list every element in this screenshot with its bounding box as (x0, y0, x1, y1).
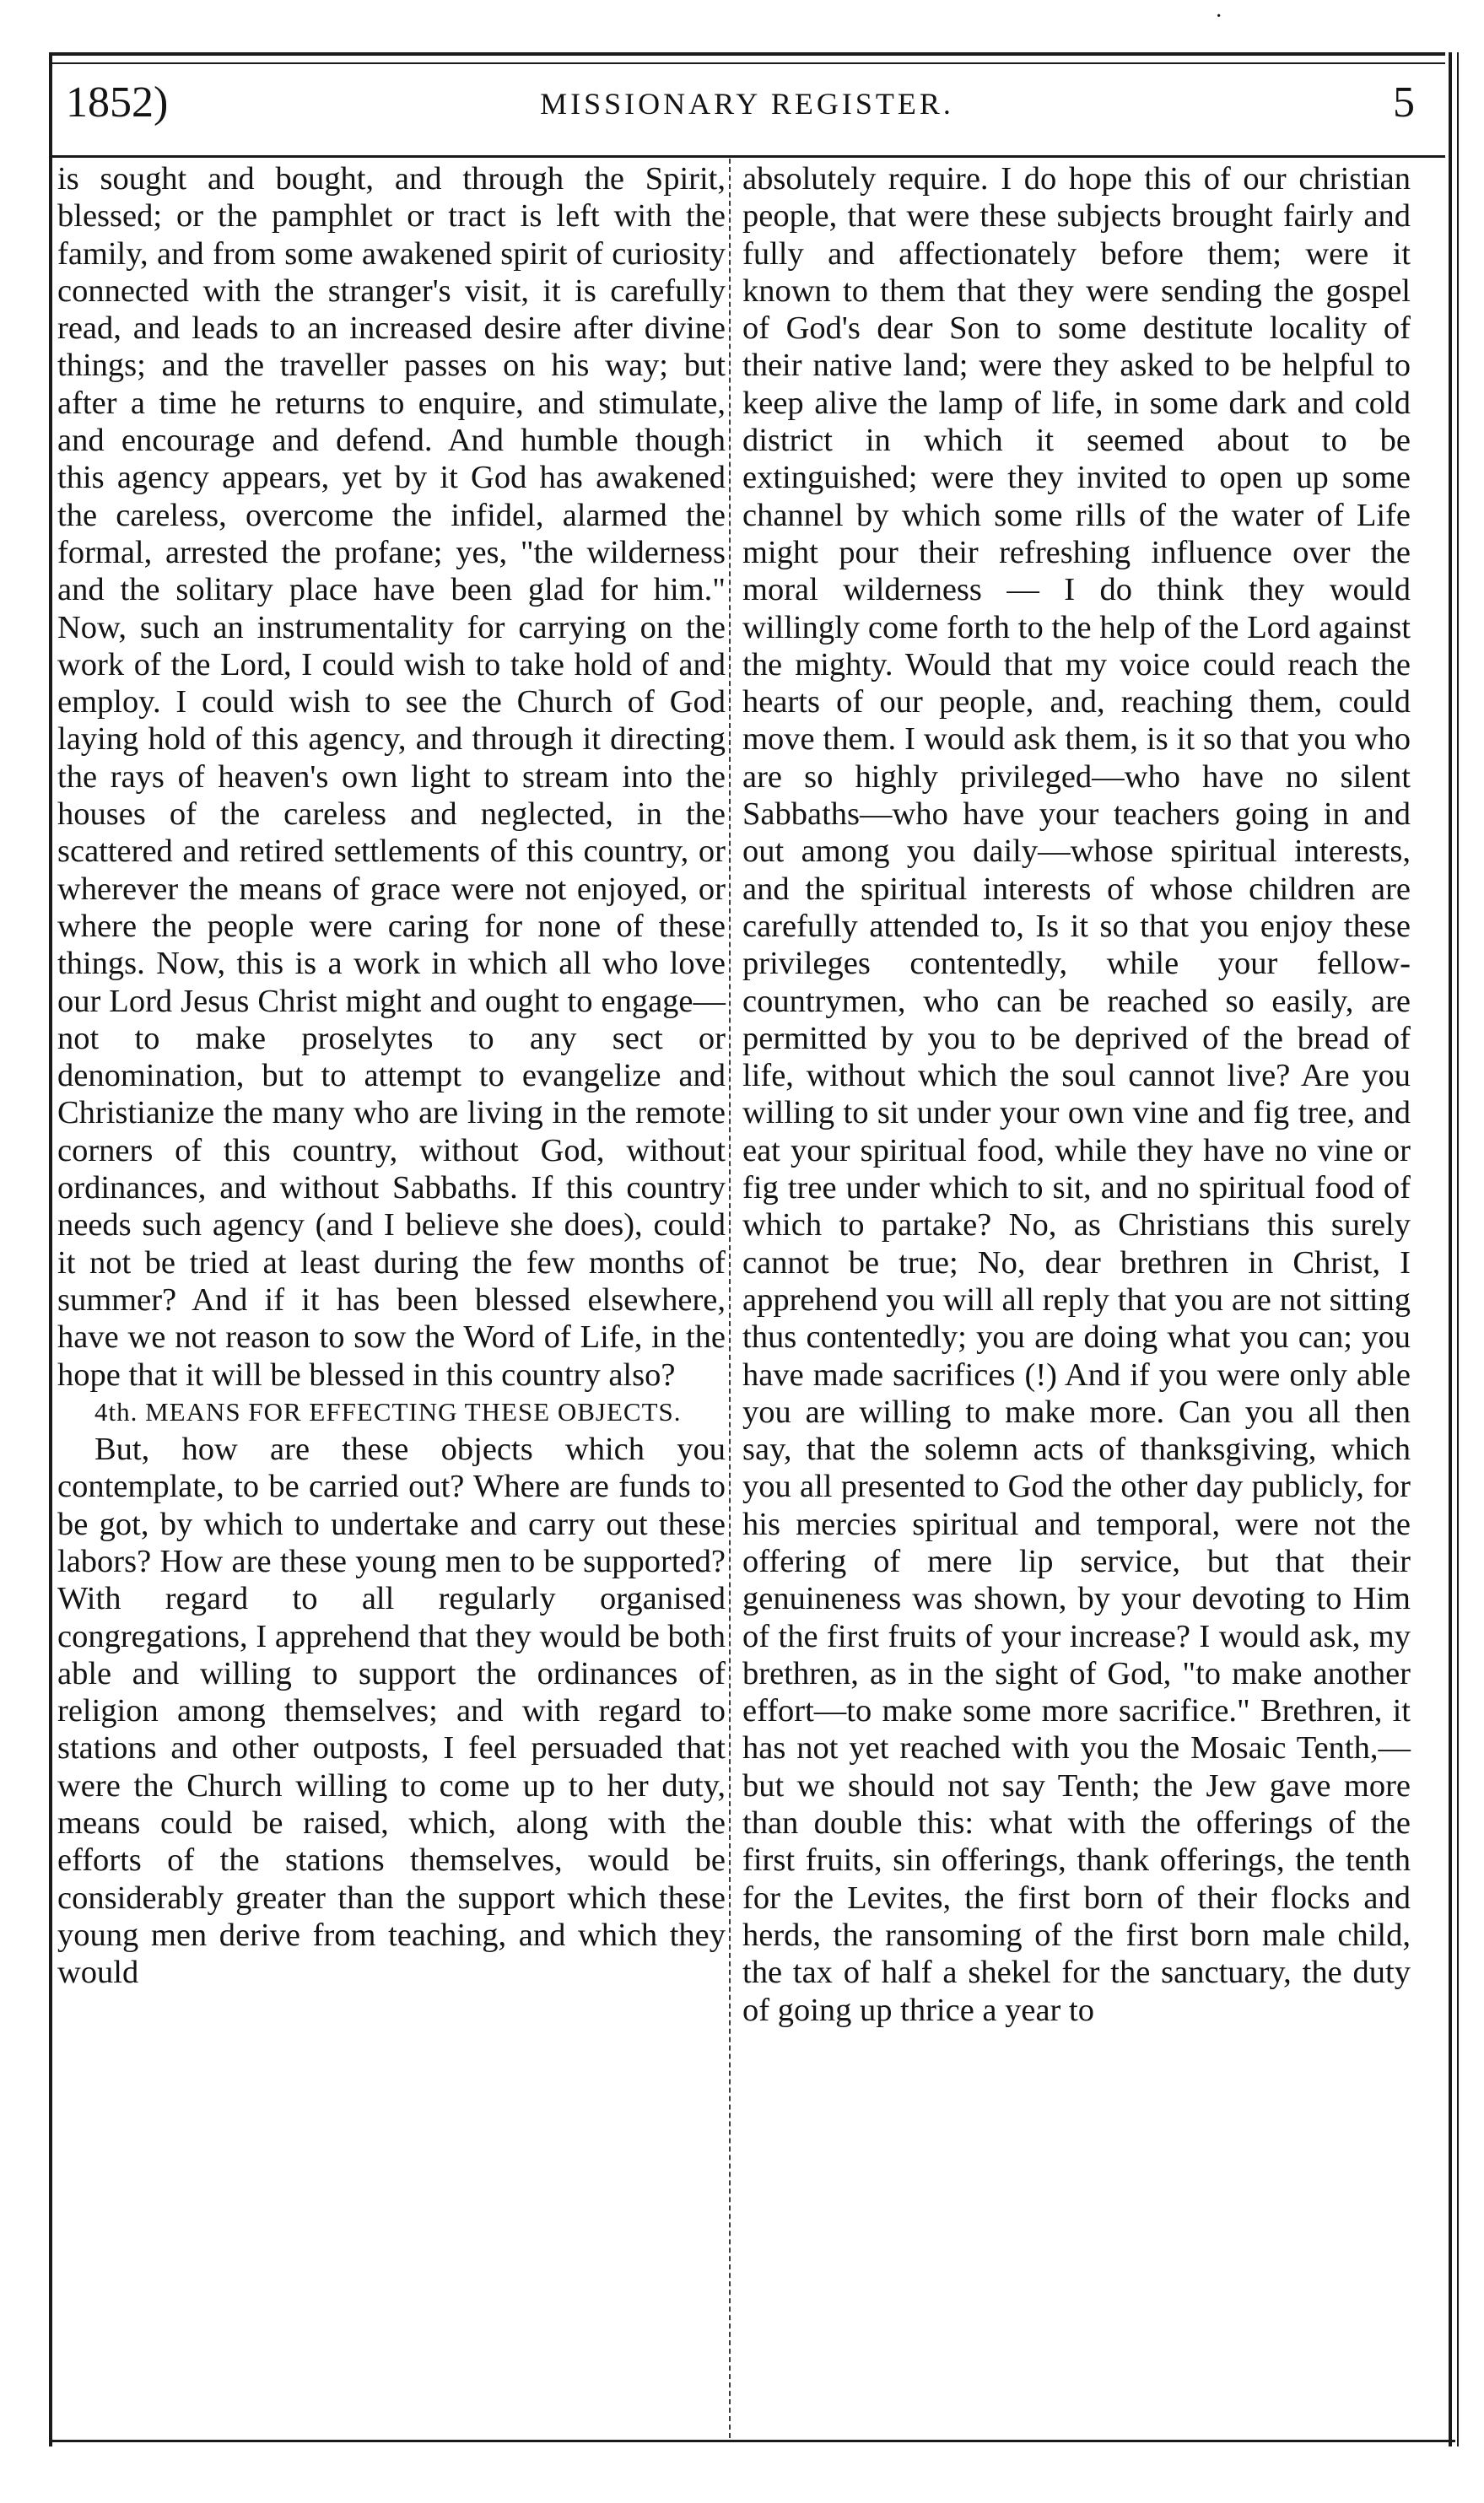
header-journal-title: MISSIONARY REGISTER. (540, 87, 954, 121)
header-year: 1852) (66, 78, 169, 127)
right-column (742, 160, 1411, 2421)
section-heading: 4th. MEANS FOR EFFECTING THESE OBJECTS. (94, 1396, 682, 1427)
left-paragraph-2: But, how are these objects which you contemplate, to be carried out? Where are funds to be got, by which to undertake and carry out these labors? How are these young men to be supported? With regard to all regularly organised congregations, I apprehend that they would be both able and willing to support the ordinances of religion among themselves; and with regard to stations and other outposts, I feel persuaded that were the Church willing to come up to her duty, means could be raised, which, along with the efforts of the stations themselves, would be considerably greater than the support which these young men derive from teaching, and which they would (57, 1432, 726, 1991)
left-paragraph-1: is sought and bought, and through the Spirit, blessed; or the pamphlet or tract is left with the family, and from some awakened spirit of curiosity connected with the stranger's visit, it is carefully read, and leads to an increased desire after divine things; and the traveller passes on his way; but after a time he returns to enquire, and stimulate, and encourage and defend. And humble though this agency appears, yet by it God has awakened the careless, overcome the infidel, alarmed the formal, arrested the profane; yes, "the wilderness and the solitary place have been glad for him." Now, such an instrumentality for carrying on the work of the Lord, I could wish to take hold of and employ. I could wish to see the Church of God laying hold of this agency, and through it directing the rays of heaven's own light to stream into the houses of the careless and neglected, in the scattered and retired settlements of this country, or wherever the means of grace were not enjoyed, or where the people were caring for none of these things. Now, this is a work in which all who love our Lord Jesus Christ might and ought to engage— not to make proselytes to any sect or denomination, but to attempt to evangelize and Christianize the many who are living in the remote corners of this country, without God, without ordinances, and without Sabbaths. If this country needs such agency (and I believe she does), could it not be tried at least during the few months of summer? And if it has been blessed elsewhere, have we not reason to sow the Word of Life, in the hope that it will be blessed in this country also? (57, 161, 726, 1393)
right-paragraph-1: absolutely require. I do hope this of our christian people, that were these subjects brought fairly and fully and affectionately before them; were it known to them that they were sending the gospel of God's dear Son to some destitute locality of their native land; were they asked to be helpful to keep alive the lamp of life, in some dark and cold district in which it seemed about to be extinguished; were they invited to open up some channel by which some rills of the water of Life might pour their refreshing influence over the moral wilderness — I do think they would willingly come forth to the help of the Lord against the mighty. Would that my voice could reach the hearts of our people, and, reaching them, could move them. I would ask them, is it so that you who are so highly privileged—who have no silent Sabbaths—who have your teachers going in and out among you daily—whose spiritual interests, and the spiritual interests of whose children are carefully attended to, Is it so that you enjoy these privileges contentedly, while your fellow-countrymen, who can be reached so easily, are permitted by you to be deprived of the bread of life, without which the soul cannot live? Are you willing to sit under your own vine and fig tree, and eat your spiritual food, while they have no vine or fig tree under which to sit, and no spiritual food of which to partake? No, as Christians this surely cannot be true; No, dear brethren in Christ, I apprehend you will all reply that you are not sitting thus contentedly; you are doing what you can; you have made sacrifices (!) And if you were only able you are willing to make more. Can you all then say, that the solemn acts of thanksgiving, which you all presented to God the other day publicly, for his mercies spiritual and temporal, were not the offering of mere lip service, but that their genuineness was shown, by your devoting to Him of the first fruits of your increase? I would ask, my brethren, as in the sight of God, "to make another effort—to make some more sacrifice." Brethren, it has not yet reached with you the Mosaic Tenth,—but we should not say Tenth; the Jew gave more than double this: what with the offerings of the first fruits, sin offerings, thank offerings, the tenth for the Levites, the first born of their flocks and herds, the ransoming of the first born male child, the tax of half a shekel for the sanctuary, the duty of going up thrice a year to (742, 161, 1411, 2028)
running-header (49, 52, 1445, 158)
header-page-number: 5 (1393, 78, 1415, 127)
bottom-rule (49, 2440, 1455, 2442)
column-divider (729, 159, 731, 2438)
margin-dot: · (1215, 3, 1223, 30)
left-column (57, 160, 726, 2421)
